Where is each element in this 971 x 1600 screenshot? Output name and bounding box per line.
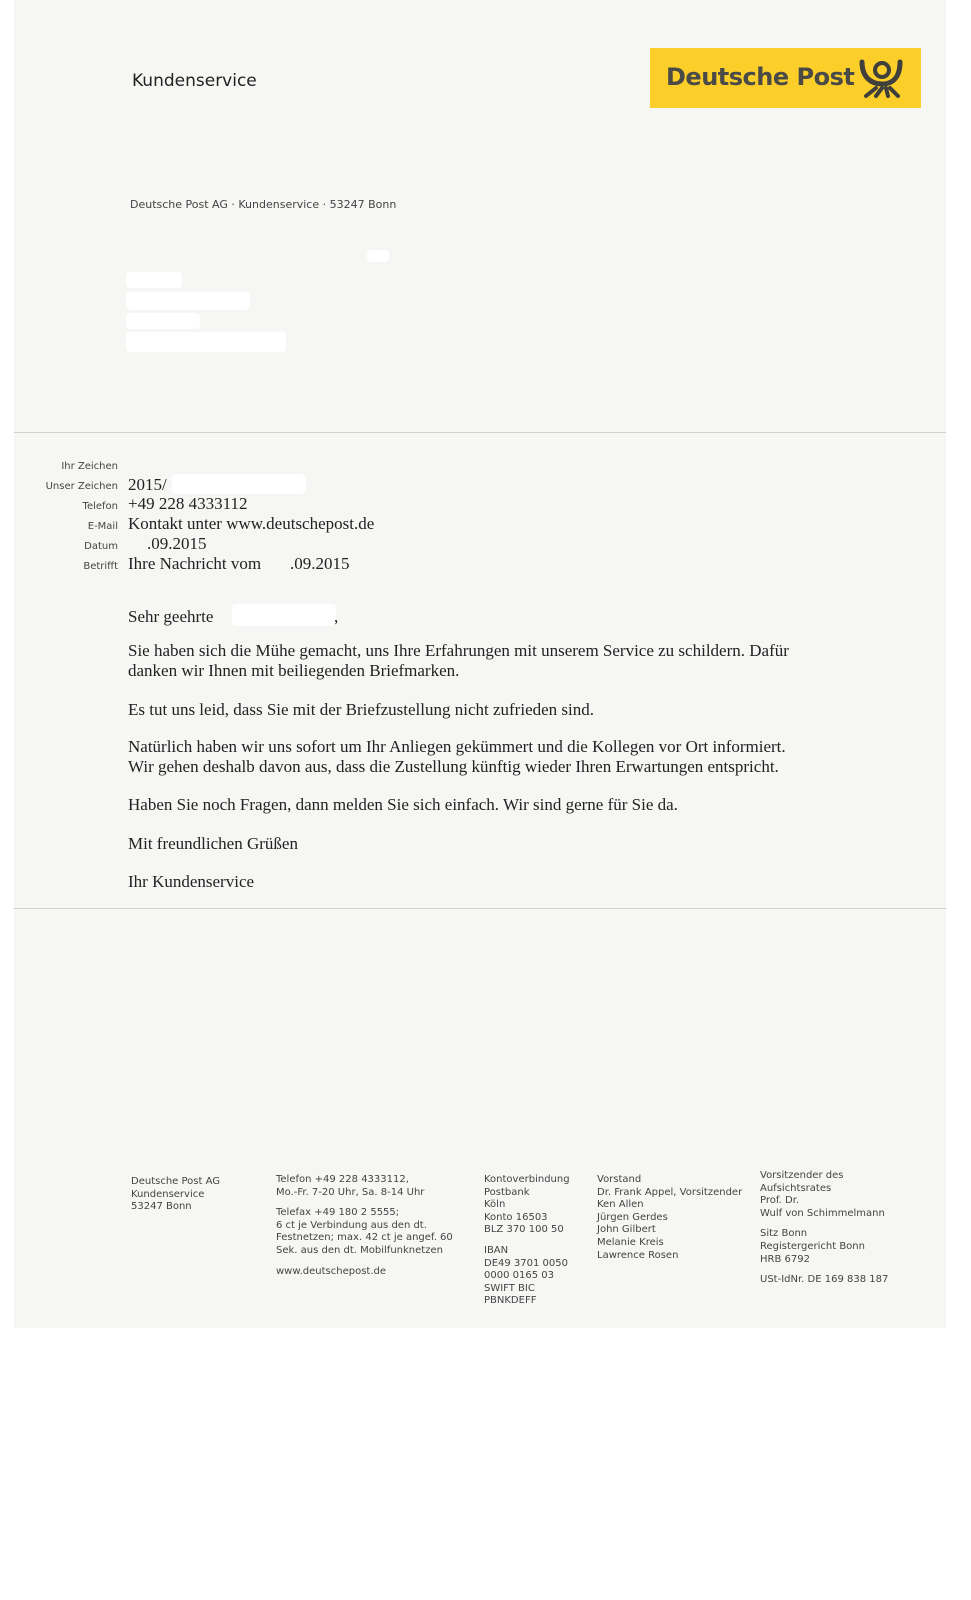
- footer-chair-line: Wulf von Schimmelmann: [760, 1207, 885, 1219]
- footer-board-line: Lawrence Rosen: [597, 1249, 679, 1261]
- meta-value-datum: .09.2015: [147, 534, 207, 553]
- meta-label-datum: Datum: [84, 541, 118, 552]
- meta-label-betrifft: Betrifft: [83, 561, 118, 572]
- footer-supervisory: [760, 1170, 888, 1287]
- logo-text: Deutsche Post: [666, 63, 855, 91]
- footer-iban-line: SWIFT BIC: [484, 1282, 535, 1294]
- footer-contact: [276, 1174, 453, 1278]
- deutsche-post-logo: [650, 48, 921, 108]
- footer-fax-line: 6 ct je Verbindung aus den dt.: [276, 1219, 427, 1231]
- meta-value-betrifft: Ihre Nachricht vom: [128, 554, 262, 573]
- footer-board-line: Dr. Frank Appel, Vorsitzender: [597, 1186, 743, 1198]
- paragraph-2: Es tut uns leid, dass Sie mit der Briefzustellung nicht zufrieden sind.: [128, 700, 594, 719]
- footer-address-line: Deutsche Post AG: [131, 1176, 221, 1187]
- footer-board-line: Ken Allen: [597, 1199, 644, 1211]
- footer-iban-line: PBNKDEFF: [484, 1295, 537, 1307]
- meta-value-telefon: +49 228 4333112: [128, 494, 248, 513]
- meta-value-unser-zeichen: 2015/: [128, 475, 167, 494]
- footer-fax-line: Sek. aus den dt. Mobilfunknetzen: [276, 1244, 443, 1256]
- footer-board: [597, 1174, 742, 1262]
- closing: Mit freundlichen Grüßen: [128, 834, 298, 853]
- footer-address-line: 53247 Bonn: [131, 1201, 192, 1213]
- footer-website-link[interactable]: www.deutschepost.de: [276, 1265, 387, 1277]
- footer-chair-line: Prof. Dr.: [760, 1195, 800, 1207]
- posthorn-icon: [856, 56, 906, 100]
- footer-board-line: Vorstand: [597, 1174, 642, 1185]
- redacted-reference: [172, 474, 306, 494]
- footer-bank-line: Konto 16503: [484, 1211, 548, 1223]
- footer-board-line: Melanie Kreis: [597, 1236, 664, 1248]
- paragraph-1-line-2: danken wir Ihnen mit beiliegenden Briefmarken.: [128, 661, 460, 680]
- footer-bank-line: Köln: [484, 1199, 506, 1211]
- footer-board-line: John Gilbert: [597, 1224, 656, 1236]
- footer-phone-line: Mo.-Fr. 7-20 Uhr, Sa. 8-14 Uhr: [276, 1186, 425, 1198]
- meta-label-email: E-Mail: [87, 521, 118, 532]
- footer-seat-line: Sitz Bonn: [760, 1228, 808, 1240]
- meta-label-ihr-zeichen: Ihr Zeichen: [61, 461, 118, 472]
- footer-iban-line: 0000 0165 03: [484, 1270, 554, 1282]
- footer-seat-line: Registergericht Bonn: [760, 1240, 865, 1252]
- meta-value-betrifft-date: .09.2015: [290, 554, 350, 573]
- paragraph-3-line-2: Wir gehen deshalb davon aus, dass die Zustellung künftig wieder Ihren Erwartungen entspricht.: [128, 757, 779, 776]
- fold-line-upper: [14, 432, 946, 433]
- meta-label-telefon: Telefon: [82, 501, 118, 512]
- salutation-end: ,: [334, 607, 339, 626]
- redacted-mark: [367, 250, 389, 262]
- paragraph-3-line-1: Natürlich haben wir uns sofort um Ihr Anliegen gekümmert und die Kollegen vor Ort informiert.: [128, 737, 786, 756]
- meta-label-unser-zeichen: Unser Zeichen: [45, 481, 118, 492]
- footer-board-line: Jürgen Gerdes: [597, 1211, 668, 1223]
- footer-vat-id: USt-IdNr. DE 169 838 187: [760, 1274, 889, 1286]
- redacted-name: [232, 604, 339, 626]
- redacted-recipient-line: [126, 272, 182, 288]
- footer-bank-line: Postbank: [484, 1186, 530, 1198]
- footer-fax-line: Festnetzen; max. 42 ct je angef. 60: [276, 1232, 453, 1244]
- fold-line-lower: [14, 908, 946, 909]
- return-address: Deutsche Post AG · Kundenservice · 53247 Bonn: [130, 198, 397, 211]
- footer-phone-line: Telefon +49 228 4333112,: [276, 1174, 409, 1185]
- meta-value-email: Kontakt unter www.deutschepost.de: [128, 514, 375, 533]
- footer-bank-line: Kontoverbindung: [484, 1174, 570, 1185]
- salutation: Sehr geehrte: [128, 607, 214, 626]
- redacted-recipient-line: [126, 292, 250, 310]
- department-title: Kundenservice: [132, 71, 257, 91]
- signature: Ihr Kundenservice: [128, 872, 255, 891]
- footer-chair-line: Vorsitzender des: [760, 1170, 844, 1181]
- redacted-recipient-line: [126, 332, 286, 352]
- redacted-recipient-line: [126, 313, 200, 329]
- paragraph-1-line-1: Sie haben sich die Mühe gemacht, uns Ihre Erfahrungen mit unserem Service zu schildern. Dafür: [128, 641, 789, 660]
- footer-seat-line: HRB 6792: [760, 1253, 810, 1265]
- footer-chair-line: Aufsichtsrates: [760, 1182, 832, 1194]
- footer-fax-line: Telefax +49 180 2 5555;: [276, 1207, 400, 1219]
- footer-address-line: Kundenservice: [131, 1188, 205, 1200]
- footer-iban-line: DE49 3701 0050: [484, 1257, 568, 1269]
- footer-bank: [484, 1174, 570, 1308]
- footer-address: [131, 1176, 220, 1214]
- footer-iban-line: IBAN: [484, 1244, 509, 1256]
- footer-bank-line: BLZ 370 100 50: [484, 1224, 564, 1236]
- paragraph-4: Haben Sie noch Fragen, dann melden Sie sich einfach. Wir sind gerne für Sie da.: [128, 795, 678, 814]
